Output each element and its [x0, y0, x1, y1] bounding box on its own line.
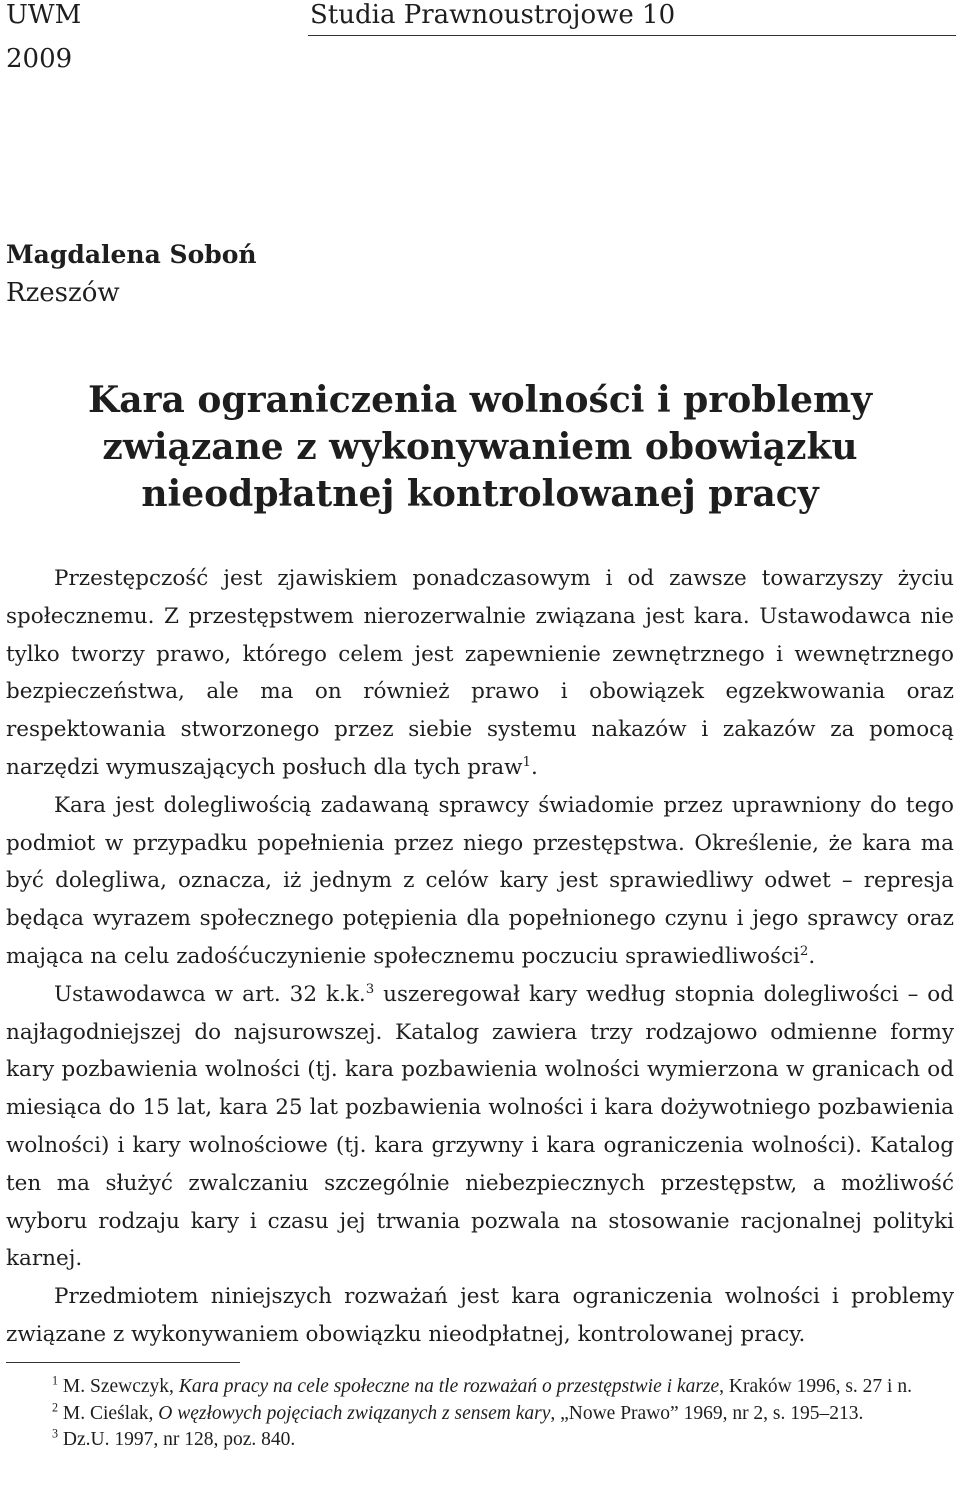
- title-line: nieodpłatnej kontrolowanej pracy: [141, 473, 819, 515]
- title-line: związane z wykonywaniem obowiązku: [102, 426, 858, 468]
- article-title: [0, 377, 960, 518]
- journal-year: 2009: [6, 44, 73, 74]
- paragraph: [6, 787, 954, 976]
- paragraph-text: Przestępczość jest zjawiskiem ponadczasowym i od zawsze towarzyszy życiu społecznemu. Z przestępstwem nierozerwalnie związana jest kara. Ustawodawca nie tylko tworzy prawo, którego celem jest zapewnienie zewnętrznego i wewnętrznego bezpieczeństwa, ale ma on również prawo i obowiązek egzekwowania oraz respektowania stworzonego przez siebie systemu nakazów i zakazów za pomocą narzędzi wymuszających posłuch dla tych praw: [6, 566, 954, 780]
- paragraph-text: .: [530, 754, 538, 780]
- paragraph-text: Przedmiotem niniejszych rozważań jest kara ograniczenia wolności i problemy związane z wykonywaniem obowiązku nieodpłatnej, kontrolowanej pracy.: [6, 1284, 954, 1347]
- header-rule: [308, 35, 956, 36]
- footnote-italic-title: O węzłowych pojęciach związanych z sensem kary: [158, 1402, 551, 1424]
- footnote-number: 3: [52, 1426, 59, 1441]
- footnote-text: Dz.U. 1997, nr 128, poz. 840.: [58, 1429, 296, 1450]
- footnote-rule: [6, 1362, 240, 1363]
- footnote-ref[interactable]: 2: [799, 943, 809, 959]
- footnotes: [6, 1374, 954, 1454]
- title-line: Kara ograniczenia wolności i problemy: [87, 379, 873, 421]
- footnote-ref[interactable]: 1: [522, 754, 531, 770]
- footnote: [6, 1427, 954, 1453]
- journal-title: Studia Prawnoustrojowe 10: [310, 0, 676, 30]
- footnote-ref[interactable]: 3: [365, 981, 375, 997]
- author-name: Magdalena Soboń: [6, 240, 257, 269]
- author-city: Rzeszów: [6, 278, 120, 308]
- footnote-text: M. Szewczyk,: [58, 1376, 179, 1397]
- footnote: [6, 1401, 954, 1427]
- paragraph-text: Ustawodawca w art. 32 k.k.: [54, 981, 366, 1007]
- footnote-text: , Kraków 1996, s. 27 i n.: [719, 1376, 912, 1397]
- paragraph-text: Kara jest dolegliwością zadawaną sprawcy świadomie przez uprawniony do tego podmiot w przypadku popełnienia przez niego przestępstwa. Określenie, że kara ma być dolegliwa, oznacza, iż jednym z celów kary jest sprawiedliwy odwet – represja będąca wyrazem społecznego potępienia dla popełnionego czynu i jego sprawcy oraz mająca na celu zadośćuczynienie społecznemu poczuciu sprawiedliwości: [6, 792, 954, 969]
- article-body: [6, 560, 954, 1354]
- paragraph: [6, 560, 954, 787]
- paragraph-text: .: [808, 943, 816, 969]
- paragraph-text: uszeregował kary według stopnia dolegliwości – od najłagodniejszej do najsurowszej. Katalog zawiera trzy rodzajowo odmienne formy kary pozbawienia wolności (tj. kara pozbawienia wolności wymierzona w granicach od miesiąca do 15 lat, kara 25 lat pozbawienia wolności i kara dożywotniego pozbawienia wolności) i kary wolnościowe (tj. kara grzywny i kara ograniczenia wolności). Katalog ten ma służyć zwalczaniu szczególnie niebezpiecznych przestępstw, a możliwość wyboru rodzaju kary i czasu jej trwania pozwala na stosowanie racjonalnej polityki karnej.: [6, 981, 954, 1272]
- paragraph: [6, 1278, 954, 1354]
- footnote-text: , „Nowe Prawo” 1969, nr 2, s. 195–213.: [550, 1402, 864, 1424]
- footnote-number: 1: [52, 1373, 59, 1388]
- publisher-label: UWM: [6, 0, 82, 30]
- paragraph: [6, 976, 954, 1278]
- footnote-text: M. Cieślak,: [58, 1402, 159, 1424]
- footnote: [6, 1374, 954, 1400]
- footnote-italic-title: Kara pracy na cele społeczne na tle rozważań o przestępstwie i karze: [178, 1376, 720, 1397]
- footnote-number: 2: [52, 1400, 59, 1415]
